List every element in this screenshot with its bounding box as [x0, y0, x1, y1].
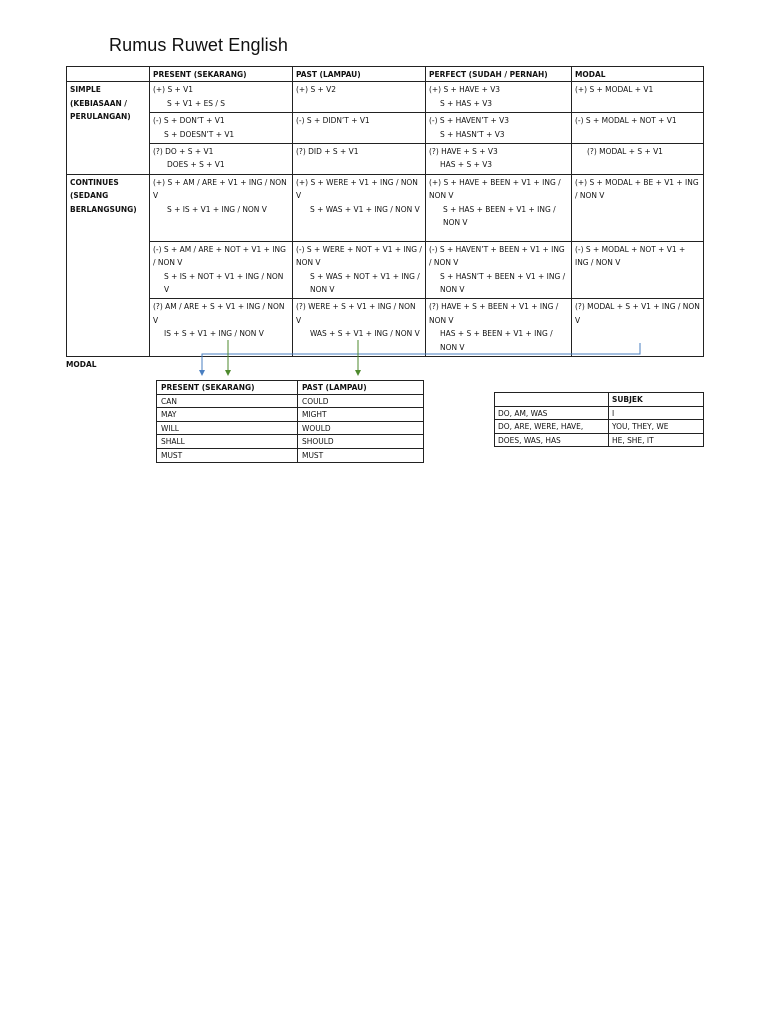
formula-line: (+) S + MODAL + V1 — [575, 84, 654, 95]
formula-line: (?) HAVE + S + BEEN + V1 + ING / NON V — [429, 301, 559, 325]
page-title: Rumus Ruwet English — [109, 35, 288, 55]
modal-past-cell: MIGHT — [298, 408, 424, 422]
table-row — [495, 406, 704, 420]
modal-present-cell: CAN — [157, 394, 298, 408]
connector-arrows — [0, 0, 768, 400]
formula-line: (-) S + HAVEN’T + V3 — [429, 115, 509, 126]
formula-line: S + WAS + NOT + V1 + ING / NON V — [310, 270, 420, 295]
formula-line: (?) DID + S + V1 — [296, 146, 359, 157]
subject-cell: HE, SHE, IT — [609, 433, 704, 447]
modal-present-cell: WILL — [157, 421, 298, 435]
formula-line: (-) S + MODAL + NOT + V1 + ING / NON V — [575, 243, 686, 268]
formula-line: S + V1 + ES / S — [167, 97, 226, 108]
header-present: PRESENT (SEKARANG) — [150, 67, 293, 82]
formula-line: S + IS + NOT + V1 + ING / NON V — [164, 270, 284, 295]
formula-line: (?) AM / ARE + S + V1 + ING / NON V — [153, 301, 285, 325]
header-past: PAST (LAMPAU) — [293, 67, 426, 82]
modal-past-cell: SHOULD — [298, 435, 424, 449]
green-connectors — [228, 340, 358, 373]
modal-verbs-table — [156, 380, 424, 463]
modal-present-cell: MUST — [157, 448, 298, 462]
formula-line: (-) S + HAVEN’T + BEEN + V1 + ING / NON V — [429, 243, 565, 268]
formula-line: (-) S + DON’T + V1 — [153, 115, 225, 126]
modal-header-past: PAST (LAMPAU) — [298, 381, 424, 395]
auxiliary-cell: DO, ARE, WERE, HAVE, — [495, 420, 609, 434]
formula-line: (-) S + MODAL + NOT + V1 — [575, 115, 677, 126]
modal-past-cell: WOULD — [298, 421, 424, 435]
subject-header-subjek: SUBJEK — [609, 393, 704, 407]
formula-line: (+) S + V2 — [296, 84, 337, 95]
subject-table — [494, 392, 704, 447]
table-row — [157, 448, 424, 462]
auxiliary-cell: DO, AM, WAS — [495, 406, 609, 420]
formula-line: DOES + S + V1 — [167, 159, 225, 170]
blue-connector — [202, 343, 640, 373]
formula-line: HAS + S + V3 — [440, 159, 493, 170]
table-row — [157, 394, 424, 408]
modal-header-row — [157, 381, 424, 395]
modal-present-cell: MAY — [157, 408, 298, 422]
formula-line: WAS + S + V1 + ING / NON V — [310, 328, 420, 339]
formula-line: (-) S + AM / ARE + NOT + V1 + ING / NON V — [153, 243, 286, 268]
row-label-continues: CONTINUES (SEDANG BERLANGSUNG) — [67, 174, 150, 356]
header-perfect: PERFECT (SUDAH / PERNAH) — [426, 67, 572, 82]
formula-line: S + IS + V1 + ING / NON V — [167, 203, 267, 214]
formula-line: (?) DO + S + V1 — [153, 146, 214, 157]
subject-header-row — [495, 393, 704, 407]
formula-line: (+) S + V1 — [153, 84, 194, 95]
auxiliary-cell: DOES, WAS, HAS — [495, 433, 609, 447]
formula-line: IS + S + V1 + ING / NON V — [164, 328, 264, 339]
modal-present-cell: SHALL — [157, 435, 298, 449]
table-row — [157, 435, 424, 449]
formula-line: S + DOESN’T + V1 — [164, 128, 235, 139]
table-row — [495, 420, 704, 434]
formula-line: (+) S + MODAL + BE + V1 + ING / NON V — [575, 176, 699, 201]
row-label-simple: SIMPLE (KEBIASAAN / PERULANGAN) — [67, 82, 150, 174]
formula-line: S + WAS + V1 + ING / NON V — [310, 203, 420, 214]
formula-line: S + HAS + V3 — [440, 97, 493, 108]
formula-line: (?) WERE + S + V1 + ING / NON V — [296, 301, 416, 325]
formula-line: (?) MODAL + S + V1 — [587, 146, 663, 157]
formula-line: S + HASN’T + V3 — [440, 128, 505, 139]
table-row — [157, 421, 424, 435]
formula-line: (-) S + DIDN’T + V1 — [296, 115, 370, 126]
formula-line: S + HAS + BEEN + V1 + ING / NON V — [443, 203, 556, 228]
table-row — [157, 408, 424, 422]
subject-header-auxiliary — [495, 393, 609, 407]
formula-line: (+) S + AM / ARE + V1 + ING / NON V — [153, 176, 287, 201]
modal-past-cell: COULD — [298, 394, 424, 408]
formula-line: (+) S + HAVE + V3 — [429, 84, 501, 95]
subject-cell: I — [609, 406, 704, 420]
formula-line: S + HASN’T + BEEN + V1 + ING / NON V — [440, 270, 566, 295]
modal-header-present: PRESENT (SEKARANG) — [157, 381, 298, 395]
modal-past-cell: MUST — [298, 448, 424, 462]
subject-cell: YOU, THEY, WE — [609, 420, 704, 434]
table-row — [495, 433, 704, 447]
modal-section-label: MODAL — [66, 359, 97, 369]
blue-arrow-line — [202, 343, 640, 373]
formula-line: (+) S + HAVE + BEEN + V1 + ING / NON V — [429, 176, 561, 201]
formula-line: (+) S + WERE + V1 + ING / NON V — [296, 176, 418, 201]
formula-line: (?) MODAL + S + V1 + ING / NON V — [575, 301, 700, 325]
formula-line: (?) HAVE + S + V3 — [429, 146, 498, 157]
header-modal: MODAL — [572, 67, 704, 82]
formula-line: (-) S + WERE + NOT + V1 + ING / NON V — [296, 243, 422, 268]
formula-line: HAS + S + BEEN + V1 + ING / NON V — [440, 328, 553, 352]
